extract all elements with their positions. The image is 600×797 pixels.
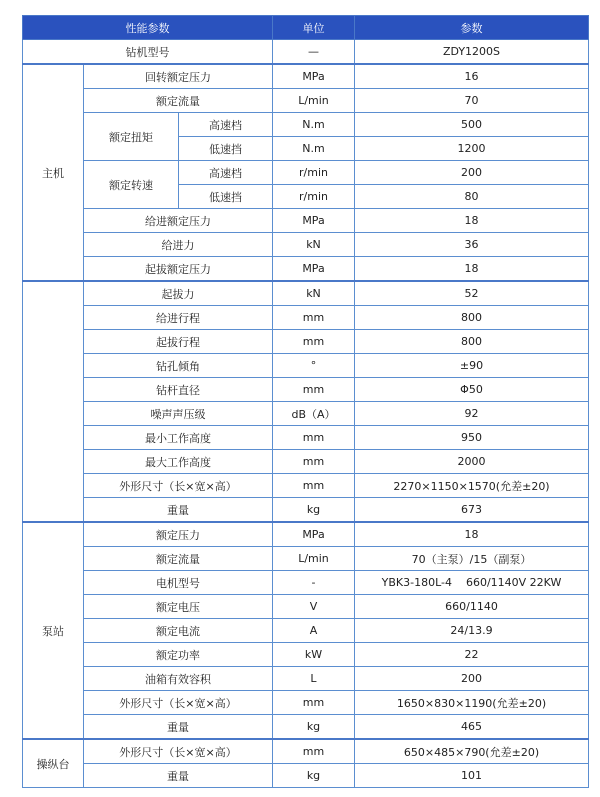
section-label-console: 操纵台 (23, 739, 84, 788)
section-label-general (23, 281, 84, 522)
header-value: 参数 (355, 16, 589, 40)
row-sub-label: 低速挡 (179, 137, 273, 161)
row-value: 200 (355, 667, 589, 691)
row-value: 660/1140 (355, 595, 589, 619)
row-label: 起拔力 (84, 281, 273, 306)
table-row (23, 619, 589, 643)
row-label: 外形尺寸（长×宽×高） (84, 474, 273, 498)
row-unit: dB（A） (273, 402, 355, 426)
table-row (23, 715, 589, 740)
row-group-label: 额定转速 (84, 161, 179, 209)
table-row (23, 571, 589, 595)
row-value: 18 (355, 209, 589, 233)
row-value: 673 (355, 498, 589, 523)
table-row (23, 691, 589, 715)
table-row (23, 450, 589, 474)
row-unit: mm (273, 306, 355, 330)
row-label: 外形尺寸（长×宽×高） (84, 739, 273, 764)
row-label: 重量 (84, 764, 273, 788)
table-row (23, 522, 589, 547)
table-row (23, 595, 589, 619)
row-label: 钻孔倾角 (84, 354, 273, 378)
row-label: 油箱有效容积 (84, 667, 273, 691)
row-value: 70 (355, 89, 589, 113)
row-unit: kN (273, 281, 355, 306)
row-label: 钻机型号 (23, 40, 273, 65)
row-label: 给进行程 (84, 306, 273, 330)
row-unit: L/min (273, 89, 355, 113)
table-row (23, 426, 589, 450)
table-row (23, 64, 589, 89)
row-value: 22 (355, 643, 589, 667)
row-unit: r/min (273, 161, 355, 185)
row-unit: kg (273, 764, 355, 788)
row-label: 额定流量 (84, 89, 273, 113)
spec-table (22, 15, 589, 788)
table-row (23, 739, 589, 764)
table-row (23, 161, 589, 185)
row-sub-label: 高速档 (179, 113, 273, 137)
row-label: 额定压力 (84, 522, 273, 547)
row-unit: MPa (273, 64, 355, 89)
table-row (23, 89, 589, 113)
row-unit: L (273, 667, 355, 691)
row-value: 92 (355, 402, 589, 426)
table-row (23, 764, 589, 788)
row-label: 重量 (84, 498, 273, 523)
row-unit: mm (273, 474, 355, 498)
row-unit: L/min (273, 547, 355, 571)
row-unit: N.m (273, 137, 355, 161)
row-value: 1650×830×1190(允差±20) (355, 691, 589, 715)
table-row (23, 643, 589, 667)
table-row (23, 547, 589, 571)
row-value: 800 (355, 330, 589, 354)
row-value: 2270×1150×1570(允差±20) (355, 474, 589, 498)
table-row (23, 667, 589, 691)
row-value: 500 (355, 113, 589, 137)
row-unit: V (273, 595, 355, 619)
table-row (23, 354, 589, 378)
row-value: 950 (355, 426, 589, 450)
row-label: 最小工作高度 (84, 426, 273, 450)
table-row (23, 209, 589, 233)
row-value: 200 (355, 161, 589, 185)
table-row (23, 402, 589, 426)
row-unit: mm (273, 378, 355, 402)
table-row (23, 40, 589, 65)
row-sub-label: 高速档 (179, 161, 273, 185)
row-unit: MPa (273, 522, 355, 547)
section-label-main: 主机 (23, 64, 84, 281)
header-row (23, 16, 589, 40)
row-unit: — (273, 40, 355, 65)
row-unit: A (273, 619, 355, 643)
row-value: Φ50 (355, 378, 589, 402)
table-row (23, 233, 589, 257)
row-unit: kN (273, 233, 355, 257)
row-value: 36 (355, 233, 589, 257)
row-value: ±90 (355, 354, 589, 378)
row-value: 1200 (355, 137, 589, 161)
row-unit: mm (273, 739, 355, 764)
row-label: 给进力 (84, 233, 273, 257)
row-unit: r/min (273, 185, 355, 209)
header-unit: 单位 (273, 16, 355, 40)
row-unit: mm (273, 330, 355, 354)
row-value: 18 (355, 257, 589, 282)
row-value: ZDY1200S (355, 40, 589, 65)
section-label-pump: 泵站 (23, 522, 84, 739)
row-value: 18 (355, 522, 589, 547)
table-row (23, 330, 589, 354)
row-value: 52 (355, 281, 589, 306)
row-value: 2000 (355, 450, 589, 474)
row-unit: kW (273, 643, 355, 667)
row-unit: mm (273, 426, 355, 450)
row-label: 钻杆直径 (84, 378, 273, 402)
table-row (23, 474, 589, 498)
row-unit: kg (273, 498, 355, 523)
row-label: 额定流量 (84, 547, 273, 571)
row-unit: kg (273, 715, 355, 740)
row-unit: mm (273, 450, 355, 474)
row-label: 起拔行程 (84, 330, 273, 354)
table-row (23, 113, 589, 137)
row-label: 噪声声压级 (84, 402, 273, 426)
row-value: 24/13.9 (355, 619, 589, 643)
row-value: 465 (355, 715, 589, 740)
row-unit: ° (273, 354, 355, 378)
row-label: 额定电压 (84, 595, 273, 619)
row-value: 101 (355, 764, 589, 788)
row-label: 重量 (84, 715, 273, 740)
row-label: 给进额定压力 (84, 209, 273, 233)
row-label: 外形尺寸（长×宽×高） (84, 691, 273, 715)
row-label: 回转额定压力 (84, 64, 273, 89)
row-value: 16 (355, 64, 589, 89)
row-label: 起拔额定压力 (84, 257, 273, 282)
row-unit: MPa (273, 209, 355, 233)
row-label: 最大工作高度 (84, 450, 273, 474)
row-label: 额定功率 (84, 643, 273, 667)
row-value: 800 (355, 306, 589, 330)
row-label: 电机型号 (84, 571, 273, 595)
table-row (23, 281, 589, 306)
row-value: 70（主泵）/15（副泵） (355, 547, 589, 571)
table-row (23, 257, 589, 282)
row-unit: N.m (273, 113, 355, 137)
header-param: 性能参数 (23, 16, 273, 40)
table-row (23, 378, 589, 402)
row-value: 650×485×790(允差±20) (355, 739, 589, 764)
table-row (23, 306, 589, 330)
row-unit: - (273, 571, 355, 595)
row-label: 额定电流 (84, 619, 273, 643)
row-value: YBK3-180L-4 660/1140V 22KW (355, 571, 589, 595)
table-row (23, 498, 589, 523)
row-unit: MPa (273, 257, 355, 282)
row-unit: mm (273, 691, 355, 715)
row-value: 80 (355, 185, 589, 209)
row-group-label: 额定扭矩 (84, 113, 179, 161)
row-sub-label: 低速挡 (179, 185, 273, 209)
